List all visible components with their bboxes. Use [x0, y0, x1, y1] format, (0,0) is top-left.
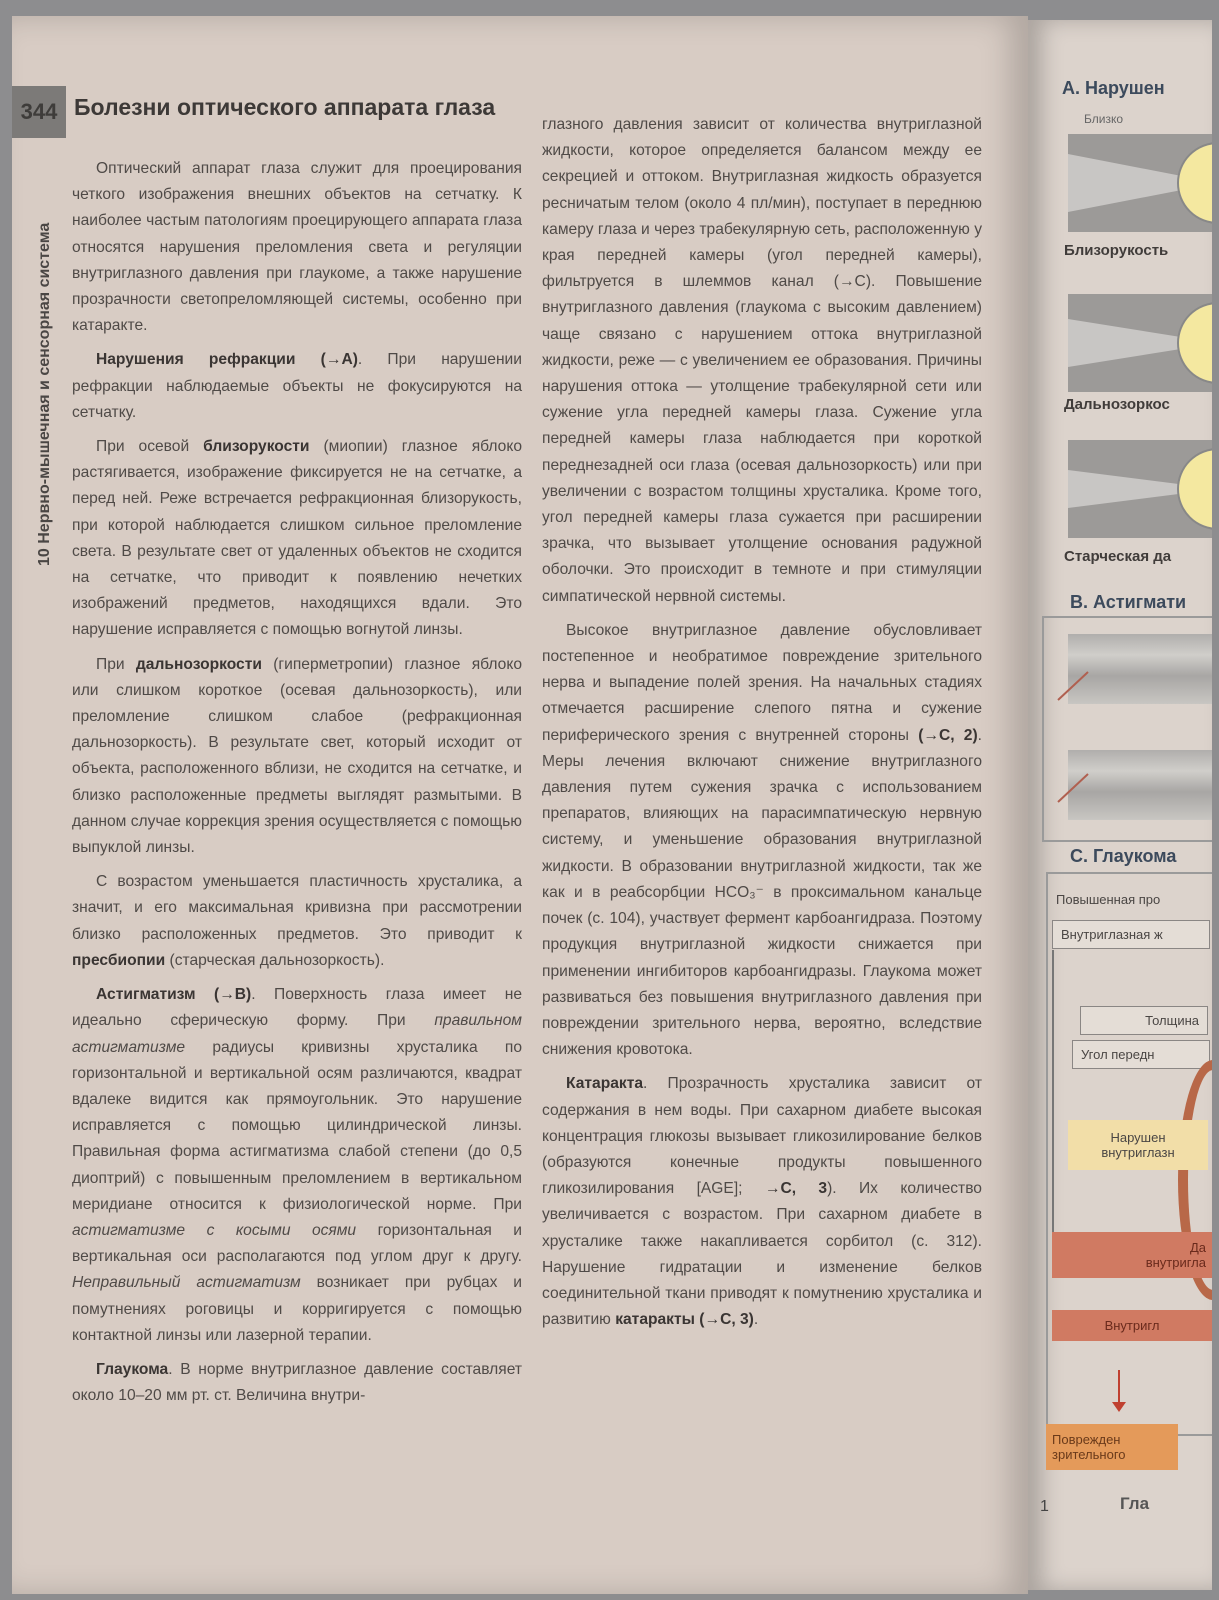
eye-diagram-myopia	[1068, 134, 1212, 232]
ref-c3: →C, 3	[764, 1180, 828, 1198]
chapter-label: 10 Нервно-мышечная и сенсорная система	[36, 222, 53, 566]
paragraph-text: . При нарушении рефракции наблюдаемые объекты не фокусируются на сетчатку.	[72, 351, 522, 421]
paragraph-intro: Оптический аппарат глаза служит для проецирования четкого изображения внешних объектов на сетчатку. К наиболее частым патологиям проецирующего аппарата глаза относятся нарушения преломления света и регуляции внутриглазного давления при глаукоме, а также нарушение прозрачности светопреломляющей системы, особенно при катаракте.	[72, 160, 522, 335]
paragraph-hyperopia	[72, 652, 522, 862]
term-irregular-astigmatism: Неправильный астигматизм	[72, 1274, 301, 1292]
paragraph-text: При	[96, 655, 136, 673]
label-myopia: Близорукость	[1064, 242, 1169, 259]
term-cataract: Катаракта	[566, 1075, 644, 1093]
ref-c3-b: (→C, 3)	[694, 1311, 754, 1329]
figure-c-title: C. Глаукома	[1070, 846, 1177, 866]
figure-b-title: B. Астигмати	[1070, 592, 1187, 612]
term-refraction: Нарушения рефракции	[96, 351, 296, 369]
term-myopia: близорукости	[203, 438, 310, 456]
light-beam-icon	[1068, 134, 1212, 232]
box-intraocular-fluid: Внутриглазная ж	[1052, 920, 1210, 949]
box-raised-production: Повышенная про	[1056, 892, 1161, 907]
page-number: 344	[12, 86, 66, 138]
figure-a-near-label: Близко	[1084, 112, 1124, 126]
paragraph-text: . В норме внутриглазное давление составляет около 10–20 мм рт. ст. Величина внутри-	[72, 1360, 522, 1405]
figure-footer-number: 1	[1040, 1498, 1049, 1515]
ref-c2: (→C, 2)	[918, 726, 978, 744]
box-pressure-line1: Да	[1189, 1240, 1206, 1255]
paragraph-refraction	[72, 347, 522, 426]
paragraph-cataract	[542, 1071, 982, 1333]
chapter-sidebar	[16, 146, 56, 586]
term-hyperopia: дальнозоркости	[135, 655, 262, 673]
paragraph-text: Высокое внутриглазное давление обусловливает постепенное и необратимое повреждение зрительного нерва и выпадение полей зрения. На начальных стадиях отмечается расширение слепого пятна и сужение периферического зрения с внутренней стороны	[542, 621, 982, 744]
eye-diagram-presbyopia	[1068, 440, 1212, 538]
term-glaucoma: Глаукома	[96, 1360, 169, 1378]
box-angle: Угол передн	[1072, 1040, 1210, 1069]
paragraph-text: При осевой	[96, 438, 204, 456]
paragraph-text: . Поверхность глаза имеет не идеально сферическую форму. При	[72, 986, 523, 1030]
term-cataracts: катаракты	[615, 1311, 695, 1329]
term-astigmatism: Астигматизм	[96, 986, 196, 1004]
paragraph-glaucoma-start	[72, 1357, 522, 1409]
paragraph-text: ). Их количество увеличивается с возрастом. При сахарном диабете в хрусталике также накапливается сорбитол (с. 312). Нарушение гидратации и изменение белков соединительной ткани приводят к помутнению хрусталика и развитию	[542, 1180, 982, 1329]
box-disturbance	[1068, 1120, 1208, 1170]
text-column-2	[542, 112, 982, 1341]
paragraph-text: (гиперметропии) глазное яблоко или слишком короткое (осевая дальнозоркость), или преломление слишком слабое (рефракционная дальнозоркость). В результате свет, который исходит от объекта, расположенного вблизи, не сходится на сетчатке, и близко расположенные предметы выглядят размытыми. В данном случае коррекция зрения осуществляется с помощью выпуклой линзы.	[72, 655, 522, 857]
label-presbyopia: Старческая да	[1064, 548, 1172, 565]
text-column-1	[72, 156, 522, 1417]
paragraph-text: возникает при рубцах и помутнениях роговицы и корригируется с помощью контактной линзы или лазерной терапии.	[72, 1274, 522, 1344]
box-inner: Внутригл	[1052, 1310, 1212, 1341]
term-regular-astigmatism: правильном астигматизме	[72, 1012, 522, 1056]
box-disturbance-line1: Нарушен	[1110, 1130, 1166, 1145]
down-arrow-icon	[1118, 1370, 1120, 1404]
lens-axis-icon	[1054, 768, 1094, 808]
box-thickness: Толщина	[1080, 1006, 1208, 1035]
light-beam-icon	[1068, 294, 1212, 392]
left-page	[12, 16, 1028, 1594]
box-pressure-line2: внутригла	[1145, 1255, 1206, 1270]
light-beam-icon	[1068, 440, 1212, 538]
paragraph-text: (миопии) глазное яблоко растягивается, изображение фиксируется не на сетчатке, а перед ней. Реже встречается рефракционная близорукость, при которой наблюдается слишком сильное преломление света. В результате свет от удаленных объектов не сходится на сетчатке, что приводит к появлению нечетких изображений предметов, находящихся вдали. Это нарушение исправляется с помощью вогнутой линзы.	[72, 438, 522, 639]
lens-axis-icon	[1054, 666, 1094, 706]
box-damage	[1046, 1424, 1178, 1470]
ref-a: (→A)	[295, 351, 358, 369]
term-presbyopia: пресбиопии	[72, 951, 166, 969]
paragraph-text: С возрастом уменьшается пластичность хрусталика, а значит, и его максимальная кривизна при рассмотрении близко расположенных предметов. Это приводит к	[72, 873, 522, 943]
flow-arrow-line	[1052, 950, 1054, 1250]
box-damage-line2: зрительного	[1052, 1447, 1126, 1462]
paragraph-text: .	[753, 1311, 759, 1329]
box-pressure	[1052, 1232, 1212, 1278]
eye-diagram-hyperopia	[1068, 294, 1212, 392]
paragraph-text: (старческая дальнозоркость).	[165, 951, 385, 969]
paragraph-glaucoma-cont: глазного давления зависит от количества внутриглазной жидкости, которое определяется балансом между ее секрецией и оттоком. Внутриглазная жидкость образуется ресничатым телом (около 4 пл/мин), поступает в переднюю камеру глаза и через трабекулярную сеть, расположенную у края передней камеры (угол передней камеры), фильтруется в шлеммов канал (→C). Повышение внутриглазного давления (глаукома с высоким давлением) чаще связано с нарушением оттока внутриглазной жидкости, реже — с увеличением ее образования. Причины нарушения оттока — утолщение трабекулярной сети или сужение угла передней камеры глаза. Сужение угла передней камеры глаза наблюдается при короткой переднезадней оси глаза (осевая дальнозоркость) или при увеличении с возрастом толщины хрусталика. Кроме того, угол передней камеры глаза сужается при расширении зрачка, что вызывает утолщение основания радужной оболочки. Это происходит в темноте и при стимуляции симпатической нервной системы.	[542, 116, 982, 605]
figure-a-title: А. Нарушен	[1062, 78, 1165, 98]
paragraph-pressure	[542, 618, 982, 1063]
paragraph-text: . Прозрачность хрусталика зависит от содержания в нем воды. При сахарном диабете высокая концентрация глюкозы вызывает гликозилирование белков (образуются конечные продукты повышенного гликозилирования [AGE];	[542, 1075, 982, 1198]
paragraph-text: радиусы кривизны хрусталика по горизонтальной и вертикальной осям различаются, квадрат вдалеке видится как прямоугольник. Это нарушение исправляется с помощью цилиндрической линзы. Правильная форма астигматизма слабой степени (до 0,5 диоптрий) с повышенным преломлением в вертикальном меридиане относится к физиологической норме. При	[72, 1038, 522, 1213]
label-hyperopia: Дальнозоркос	[1064, 396, 1170, 413]
box-disturbance-line2: внутриглазн	[1101, 1145, 1175, 1160]
ref-b: (→B)	[195, 986, 252, 1004]
paragraph-myopia	[72, 434, 522, 644]
box-damage-line1: Поврежден	[1052, 1432, 1121, 1447]
figure-footer-label: Гла	[1120, 1494, 1150, 1513]
right-page	[1028, 20, 1212, 1590]
paragraph-astigmatism	[72, 982, 522, 1349]
term-oblique-astigmatism: астигматизме с косыми осями	[72, 1221, 357, 1239]
paragraph-text: . Меры лечения включают снижение внутриглазного давления путем сужения зрачка с использованием препаратов, влияющих на парасимпатическую нервную систему, и уменьшение образования внутриглазной жидкости. В образовании внутриглазной жидкости, так же как и в реабсорбции HCO₃⁻ в проксимальном канальце почек (с. 104), участвует фермент карбоангидраза. Поэтому продукция внутриглазной жидкости снижается при применении ингибиторов карбоангидразы. Глаукома может развиваться без повышения внутриглазного давления при повреждении зрительного нерва, вероятно, вследствие снижения кровотока.	[542, 726, 982, 1059]
paragraph-presbyopia	[72, 869, 522, 974]
paragraph-text: горизонтальная и вертикальная оси располагаются под углом друг к другу.	[72, 1221, 522, 1266]
page-title: Болезни оптического аппарата глаза	[74, 94, 496, 120]
